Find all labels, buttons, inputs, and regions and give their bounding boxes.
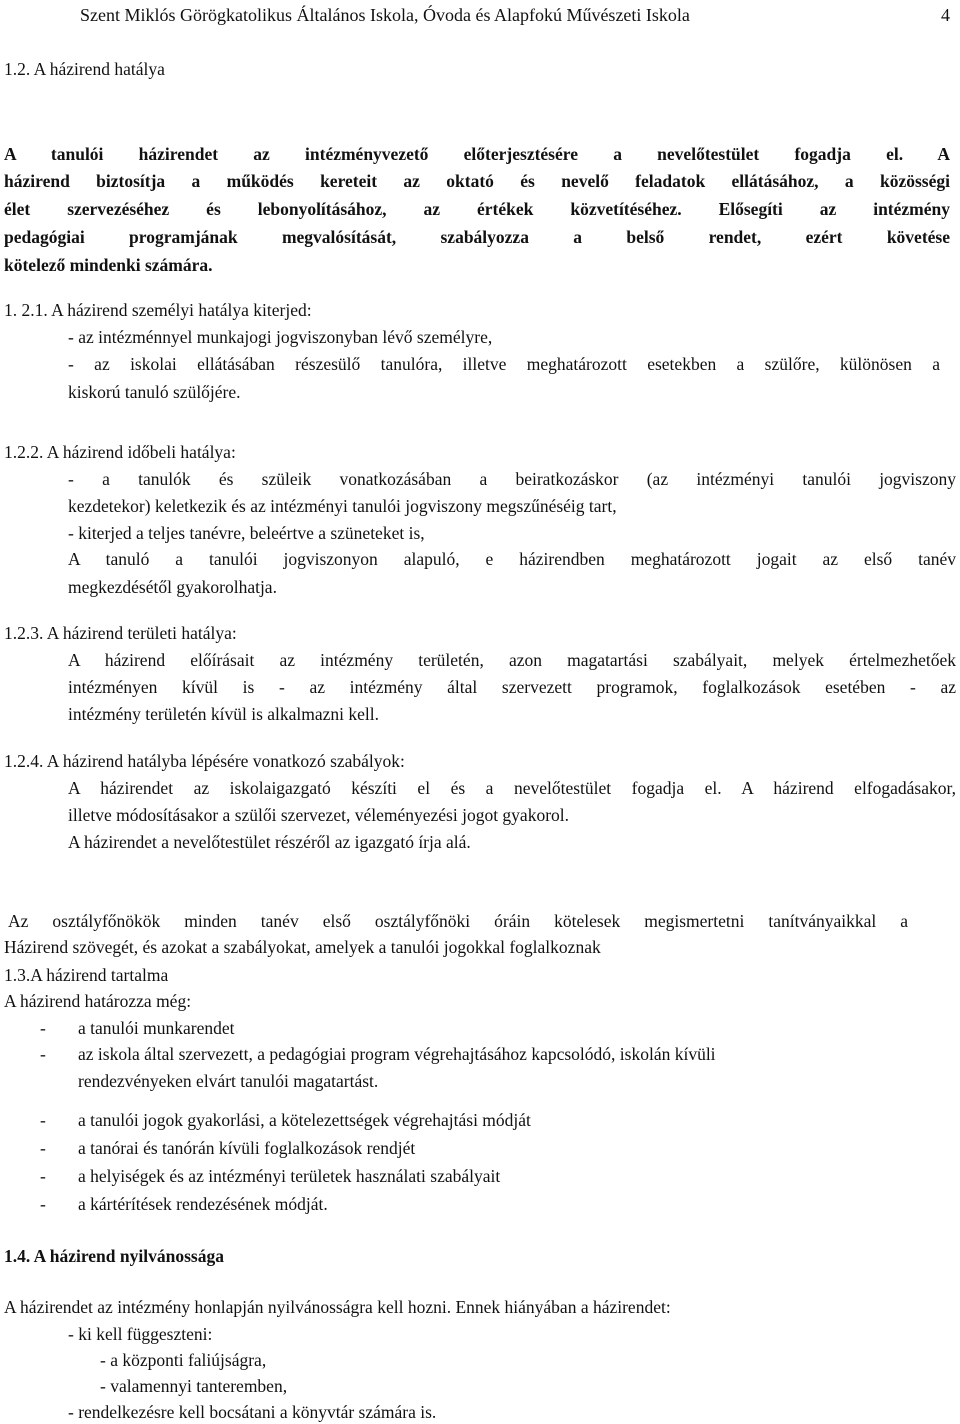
paragraph-line: pedagógiai programjának megvalósítását, szabályozza a belső rendet, ezért követése [4, 227, 950, 247]
list-line: intézményen kívül is - az intézmény által szervezett programok, foglalkozások esetében - az [68, 677, 956, 697]
list-item: a tanulói jogok gyakorlási, a kötelezettségek végrehajtási módját [78, 1110, 531, 1130]
paragraph-line: Házirend szövegét, és azokat a szabályokat, amelyek a tanulói jogokkal foglalkoznak [4, 937, 601, 957]
page-header [80, 4, 950, 26]
bullet-dash: - [40, 1044, 46, 1064]
list-line: A házirendet a nevelőtestület részéről az igazgató írja alá. [68, 832, 471, 852]
list-line: illetve módosításakor a szülői szervezet, véleményezési jogot gyakorol. [68, 805, 570, 825]
list-line: - rendelkezésre kell bocsátani a könyvtár számára is. [68, 1402, 437, 1422]
bullet-dash: - [40, 1166, 46, 1186]
paragraph-line: kötelező mindenki számára. [4, 255, 213, 275]
section-title-1-4: 1.4. A házirend nyilvánossága [4, 1246, 224, 1266]
section-title-1-2-4: 1.2.4. A házirend hatályba lépésére vonatkozó szabályok: [4, 751, 405, 771]
list-line: - az iskolai ellátásában részesülő tanulóra, illetve meghatározott esetekben a szülőre, különösen a [68, 354, 940, 374]
paragraph-line: A házirendet az intézmény honlapján nyilvánosságra kell hozni. Ennek hiányában a házirendet: [4, 1297, 671, 1317]
list-line: A tanuló a tanulói jogviszonyon alapuló, e házirendben meghatározott jogait az első tanév [68, 549, 956, 569]
list-item: a tanulói munkarendet [78, 1018, 235, 1038]
list-line: megkezdésétől gyakorolhatja. [68, 577, 277, 597]
section-title-1-2: 1.2. A házirend hatálya [4, 59, 165, 79]
list-line: kezdetekor) keletkezik és az intézményi tanulói jogviszony megszűnéséig tart, [68, 496, 617, 516]
list-line: kiskorú tanuló szülőjére. [68, 382, 241, 402]
section-title-1-2-3: 1.2.3. A házirend területi hatálya: [4, 623, 237, 643]
section-title-1-2-1: 1. 2.1. A házirend személyi hatálya kiterjed: [4, 300, 312, 320]
bullet-dash: - [40, 1110, 46, 1130]
section-title-1-3: 1.3.A házirend tartalma [4, 965, 169, 985]
bullet-dash: - [40, 1018, 46, 1038]
page-number: 4 [941, 5, 950, 25]
list-item: a tanórai és tanórán kívüli foglalkozások rendjét [78, 1138, 416, 1158]
list-item: az iskola által szervezett, a pedagógiai program végrehajtásához kapcsolódó, iskolán kívüli [78, 1044, 716, 1064]
list-line: - az intézménnyel munkajogi jogviszonyban lévő személyre, [68, 327, 493, 347]
bullet-dash: - [40, 1138, 46, 1158]
list-line: - kiterjed a teljes tanévre, beleértve a szüneteket is, [68, 523, 425, 543]
section-title-1-2-2: 1.2.2. A házirend időbeli hatálya: [4, 442, 236, 462]
school-name: Szent Miklós Görögkatolikus Általános Iskola, Óvoda és Alapfokú Művészeti Iskola [80, 5, 690, 25]
list-line: - ki kell függeszteni: [68, 1324, 213, 1344]
list-line: A házirendet az iskolaigazgató készíti el és a nevelőtestület fogadja el. A házirend elfogadásakor, [68, 778, 956, 798]
list-line: A házirend előírásait az intézmény területén, azon magatartási szabályait, melyek értelmezhetőek [68, 650, 956, 670]
list-item: a helyiségek és az intézményi területek használati szabályait [78, 1166, 501, 1186]
list-item-continuation: rendezvényeken elvárt tanulói magatartást. [78, 1071, 379, 1091]
list-line: - valamennyi tanteremben, [100, 1376, 288, 1396]
list-line: - a tanulók és szüleik vonatkozásában a beiratkozáskor (az intézményi tanulói jogviszony [68, 469, 956, 489]
paragraph-line: élet szervezéséhez és lebonyolításához, az értékek közvetítéséhez. Elősegíti az intézmény [4, 199, 950, 219]
paragraph-line: Az osztályfőnökök minden tanév első osztályfőnöki óráin kötelesek megismertetni tanítványaikkal a [8, 911, 908, 931]
section-intro: A házirend határozza még: [4, 991, 192, 1011]
paragraph-line: A tanulói házirendet az intézményvezető előterjesztésére a nevelőtestület fogadja el. A [4, 144, 950, 164]
list-item: a kártérítések rendezésének módját. [78, 1194, 328, 1214]
paragraph-line: házirend biztosítja a működés kereteit az oktató és nevelő feladatok ellátásához, a közösségi [4, 171, 950, 191]
list-line: intézmény területén kívül is alkalmazni kell. [68, 704, 380, 724]
bullet-dash: - [40, 1194, 46, 1214]
list-line: - a központi faliújságra, [100, 1350, 267, 1370]
